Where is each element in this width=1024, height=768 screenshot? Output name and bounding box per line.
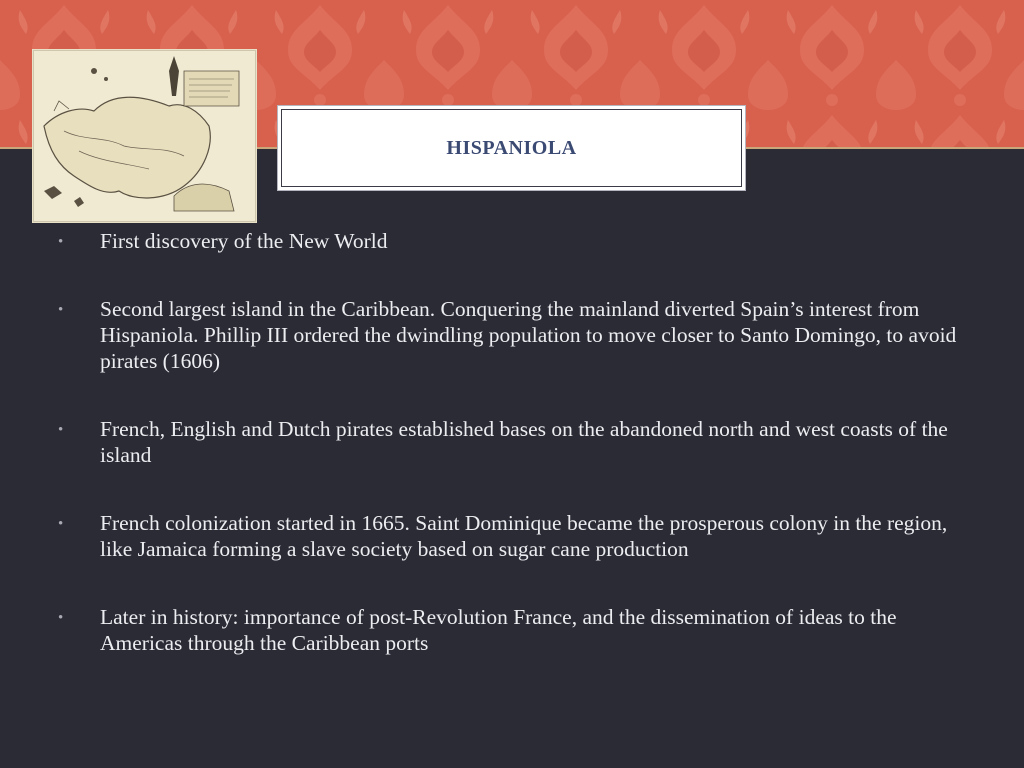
title-box-inner [281, 109, 742, 187]
bullet-item [58, 296, 978, 374]
bullet-text: First discovery of the New World [100, 229, 388, 253]
hispaniola-map-image [33, 50, 256, 222]
bullet-dot-icon: • [58, 234, 64, 250]
bullet-list [58, 228, 978, 698]
bullet-item [58, 604, 978, 656]
bullet-item [58, 510, 978, 562]
bullet-dot-icon: • [58, 610, 64, 626]
bullet-text: Later in history: importance of post-Revolution France, and the dissemination of ideas to the Americas through the Caribbean ports [100, 605, 897, 655]
bullet-dot-icon: • [58, 516, 64, 532]
bullet-text: French colonization started in 1665. Saint Dominique became the prosperous colony in the region, like Jamaica forming a slave society based on sugar cane production [100, 511, 948, 561]
title-box [277, 105, 746, 191]
slide-title: HISPANIOLA [446, 136, 577, 159]
bullet-text: French, English and Dutch pirates established bases on the abandoned north and west coasts of the island [100, 417, 948, 467]
bullet-item [58, 228, 978, 254]
bullet-dot-icon: • [58, 422, 64, 438]
bullet-text: Second largest island in the Caribbean. Conquering the mainland diverted Spain’s interest from Hispaniola. Phillip III ordered the dwindling population to move closer to Santo Domingo, to avoid pirates (1606) [100, 297, 957, 373]
bullet-dot-icon: • [58, 302, 64, 318]
bullet-item [58, 416, 978, 468]
